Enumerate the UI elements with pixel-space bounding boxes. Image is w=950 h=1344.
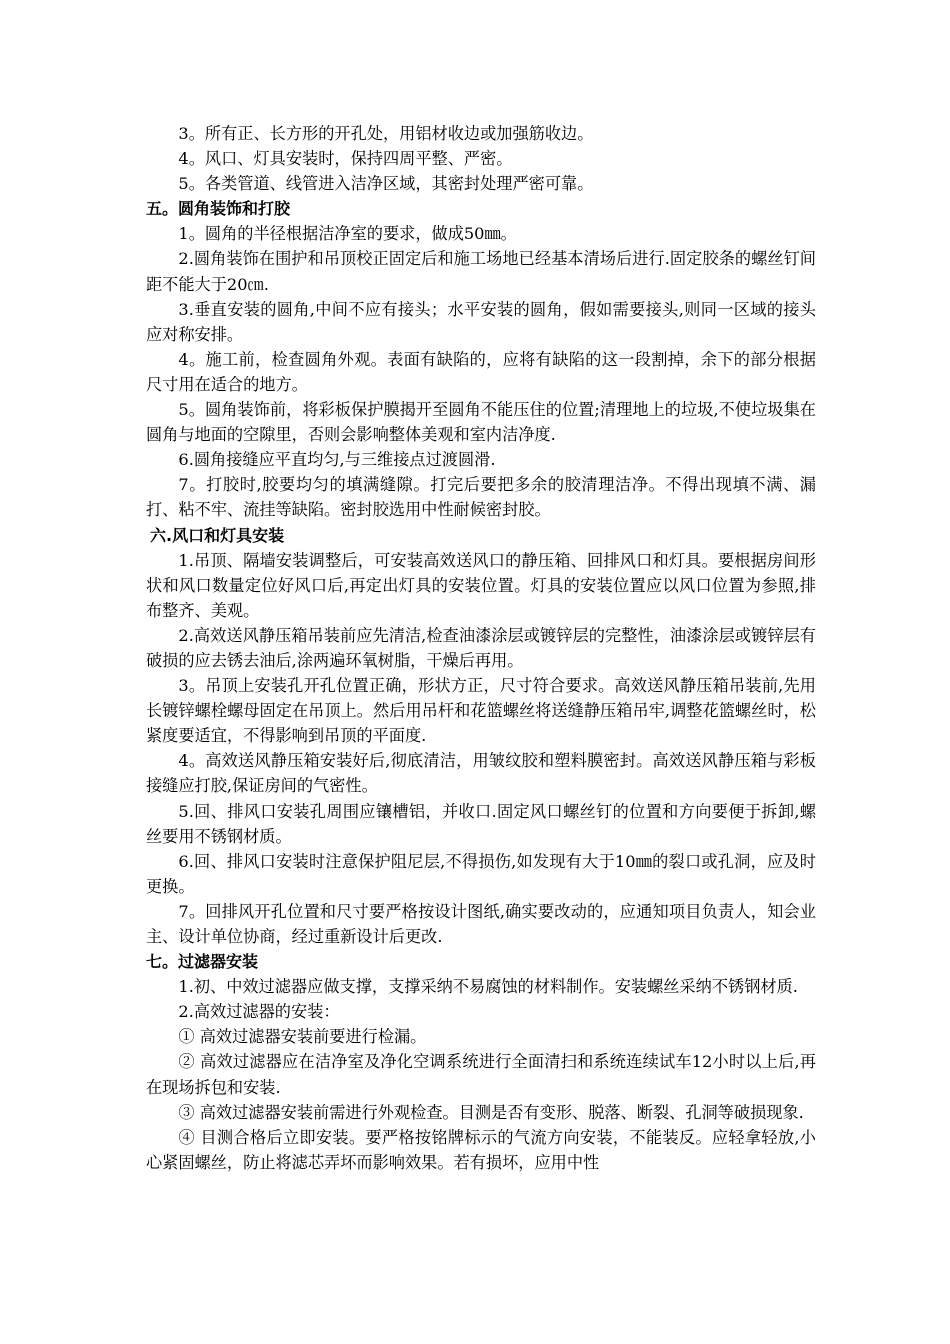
paragraph-corner-seams: 6.圆角接缝应平直均匀,与三维接点过渡圆滑.: [178, 450, 496, 470]
paragraph-corner-joints: 3.垂直安装的圆角,中间不应有接头；水平安装的圆角，假如需要接头,则同一区域的接头应对称安排。: [146, 299, 816, 344]
paragraph-4-vents-lamps: 4。风口、灯具安装时，保持四周平整、严密。: [178, 149, 513, 169]
paragraph-ceiling-holes: 3。吊顶上安装孔开孔位置正确，形状方正，尺寸符合要求。高效送风静压箱吊装前,先用长镀锌螺栓螺母固定在吊顶上。然后用吊杆和花篮螺丝将送缝静压箱吊牢,调整花篮螺丝时，松紧度要适宜，不得影响到吊顶的平面度.: [146, 676, 816, 746]
list-item-visual-check: ③ 高效过滤器安装前需进行外观检查。目测是否有变形、脱落、断裂、孔洞等破损现象.: [178, 1102, 804, 1122]
list-item-leak-test: ① 高效过滤器安装前要进行检漏。: [178, 1027, 427, 1047]
paragraph-plenum-cleaning: 2.高效送风静压箱吊装前应先清洁,检查油漆涂层或镀锌层的完整性，油漆涂层或镀锌层有破损的应去锈去油后,涂两遍环氧树脂，干燥后再用。: [146, 625, 816, 670]
paragraph-vent-layout: 1.吊顶、隔墙安装调整后，可安装高效送风口的静压箱、回排风口和灯具。要根据房间形状和风口数量定位好风口后,再定出灯具的安装位置。灯具的安装位置应以风口位置为参照,排布整齐、美观。: [146, 550, 816, 620]
paragraph-corner-radius: 1。圆角的半径根据洁净室的要求，做成50㎜。: [178, 224, 517, 244]
paragraph-design-changes: 7。回排风开孔位置和尺寸要严格按设计图纸,确实要改动的，应通知项目负责人，知会业主、设计单位协商，经过重新设计后更改.: [146, 901, 816, 946]
section-heading-7: 七。过滤器安装: [146, 952, 259, 972]
paragraph-5-pipes-sealing: 5。各类管道、线管进入洁净区域，其密封处理严密可靠。: [178, 174, 594, 194]
paragraph-glue: 7。打胶时,胶要均匀的填满缝隙。打完后要把多余的胶清理洁净。不得出现填不满、漏打、粘不牢、流挂等缺陷。密封胶选用中性耐候密封胶。: [146, 475, 816, 520]
paragraph-3-opening-edges: 3。所有正、长方形的开孔处，用铝材收边或加强筋收边。: [178, 124, 594, 143]
section-heading-5: 五。圆角装饰和打胶: [146, 199, 291, 219]
paragraph-plenum-sealing: 4。高效送风静压箱安装好后,彻底清洁，用皱纹胶和塑料膜密封。高效送风静压箱与彩板接缝应打胶,保证房间的气密性。: [146, 751, 816, 796]
paragraph-filter-support: 1.初、中效过滤器应做支撑，支撑采纳不易腐蚀的材料制作。安装螺丝采纳不锈钢材质.: [178, 977, 798, 997]
paragraph-damper-protection: 6.回、排风口安装时注意保护阻尼层,不得损伤,如发现有大于10㎜的裂口或孔洞，应及时更换。: [146, 851, 816, 896]
paragraph-return-vent-holes: 5.回、排风口安装孔周围应镶槽铝，并收口.固定风口螺丝钉的位置和方向要便于拆卸,螺丝要用不锈钢材质。: [146, 801, 816, 846]
document-page: [146, 121, 816, 1175]
list-item-airflow-direction: ④ 目测合格后立即安装。要严格按铭牌标示的气流方向安装，不能装反。应轻拿轻放,小心紧固螺丝，防止将滤芯弄坏而影响效果。若有损坏，应用中性: [146, 1127, 816, 1172]
paragraph-corner-inspection: 4。施工前，检查圆角外观。表面有缺陷的，应将有缺陷的这一段割掉，余下的部分根据尺寸用在适合的地方。: [146, 349, 816, 394]
section-heading-6: 六.风口和灯具安装: [150, 525, 285, 545]
paragraph-corner-cleaning: 5。圆角装饰前，将彩板保护膜揭开至圆角不能压住的位置;清理地上的垃圾,不使垃圾集在圆角与地面的空隙里，否则会影响整体美观和室内洁净度.: [146, 400, 816, 445]
paragraph-hepa-install: 2.高效过滤器的安装：: [178, 1002, 340, 1022]
paragraph-corner-fixing: 2.圆角装饰在围护和吊顶校正固定后和施工场地已经基本清场后进行.固定胶条的螺丝钉间距不能大于20㎝.: [146, 249, 816, 294]
list-item-unpacking: ② 高效过滤器应在洁净室及净化空调系统进行全面清扫和系统连续试车12小时以上后,再在现场拆包和安装.: [146, 1052, 816, 1097]
